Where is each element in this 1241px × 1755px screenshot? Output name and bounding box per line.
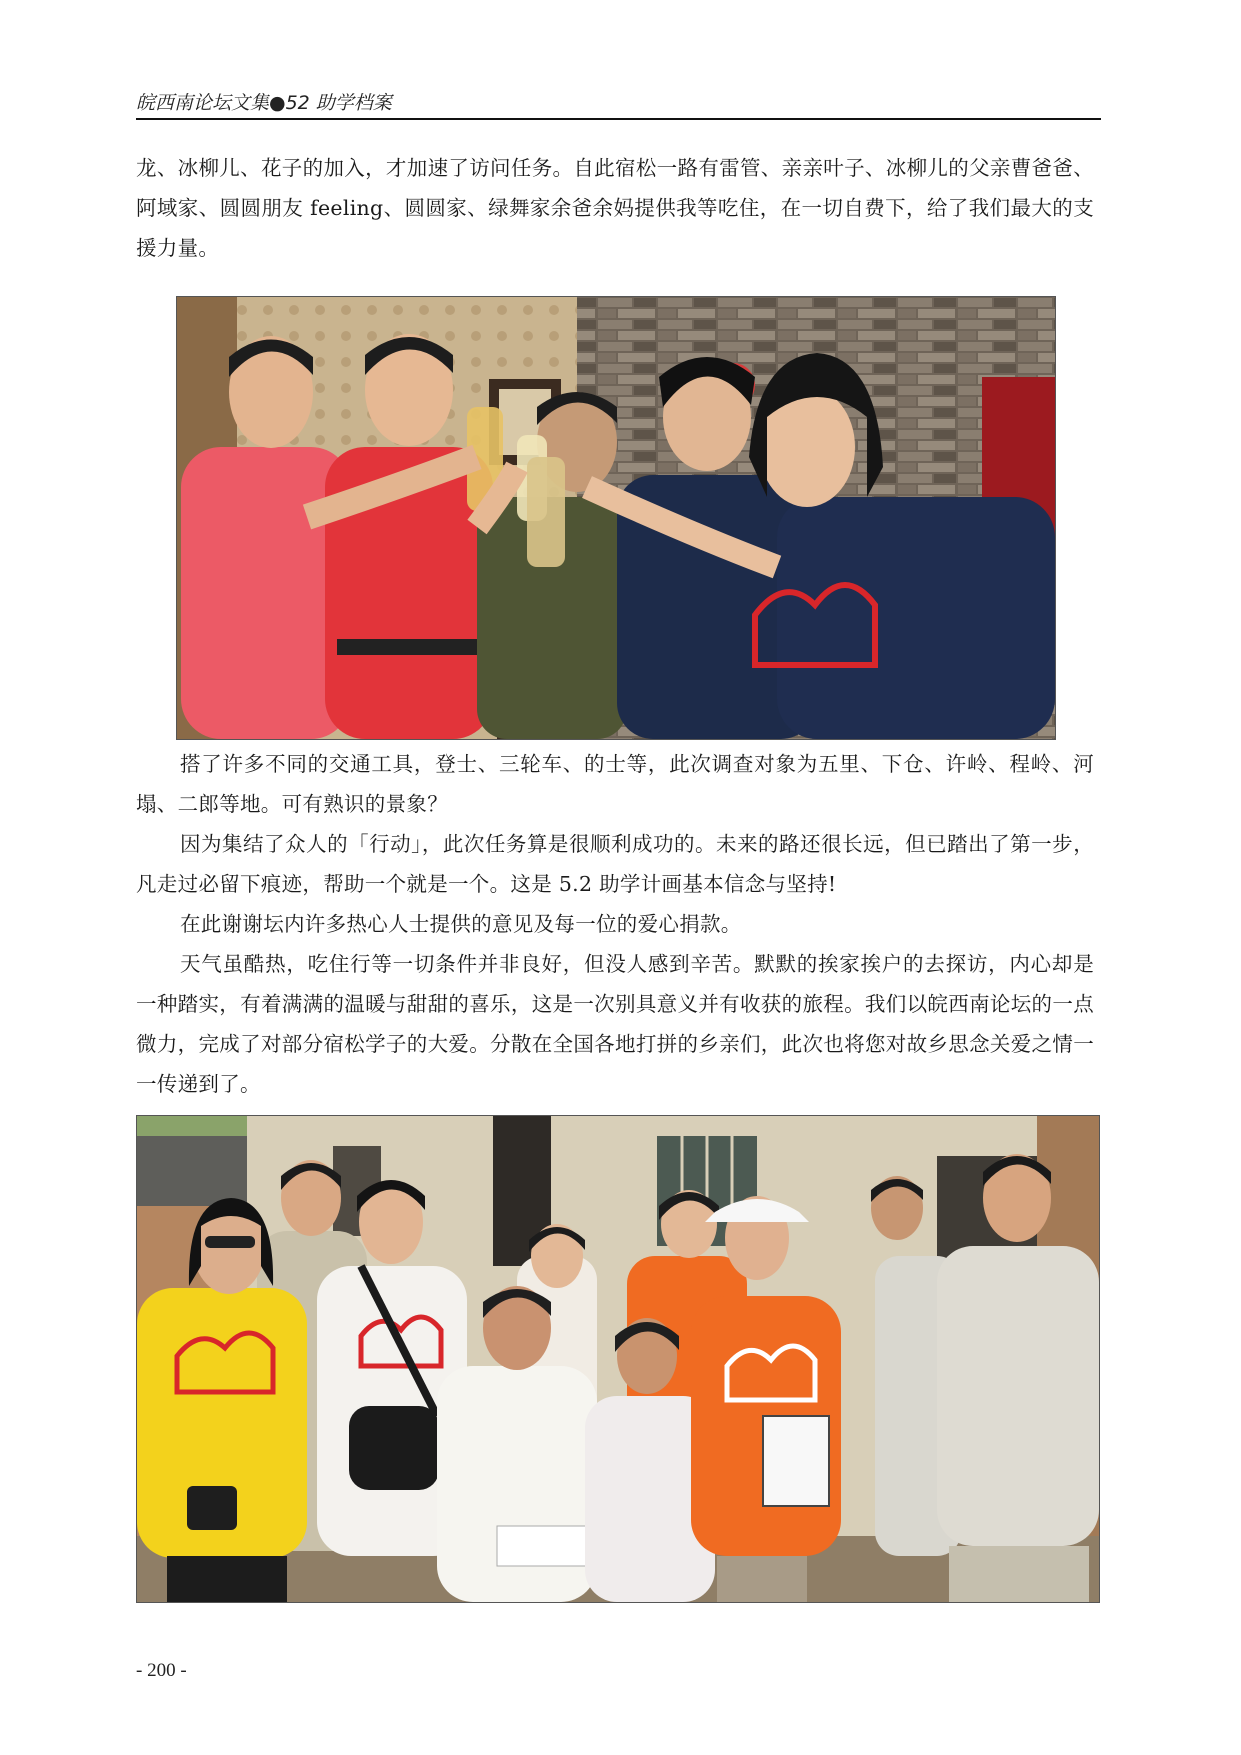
paragraph-reflection: 天气虽酷热，吃住行等一切条件并非良好，但没人感到辛苦。默默的挨家挨户的去探访，内心却是一种踏实，有着满满的温暖与甜甜的喜乐，这是一次别具意义并有收获的旅程。我们以皖西南论坛的一点微力，完成了对部分宿松学子的大爱。分散在全国各地打拼的乡亲们，此次也将您对故乡思念关爱之情一一传递到了。	[136, 952, 1094, 1096]
paragraph-thanks: 在此谢谢坛内许多热心人士提供的意见及每一位的爱心捐款。	[180, 912, 742, 936]
paragraph-continuation: 龙、冰柳儿、花子的加入，才加速了访问任务。自此宿松一路有雷管、亲亲叶子、冰柳儿的父亲曹爸爸、阿域家、圆圆朋友 feeling、圆圆家、绿舞家余爸余妈提供我等吃住，在一切自费下，给了我们最大的支援力量。	[136, 156, 1094, 260]
paragraph-transport: 搭了许多不同的交通工具，登士、三轮车、的士等，此次调查对象为五里、下仓、许岭、程岭、河塌、二郎等地。可有熟识的景象？	[136, 752, 1094, 816]
photo-toast	[176, 296, 1056, 740]
photo-group	[136, 1115, 1100, 1603]
running-header	[136, 86, 1101, 120]
header-title: 皖西南论坛文集●52 助学档案	[136, 92, 392, 114]
page-number: - 200 -	[136, 1660, 187, 1681]
paragraph-action: 因为集结了众人的「行动」，此次任务算是很顺利成功的。未来的路还很长远，但已踏出了第一步，凡走过必留下痕迹，帮助一个就是一个。这是 5.2 助学计画基本信念与坚持!	[136, 832, 1094, 896]
